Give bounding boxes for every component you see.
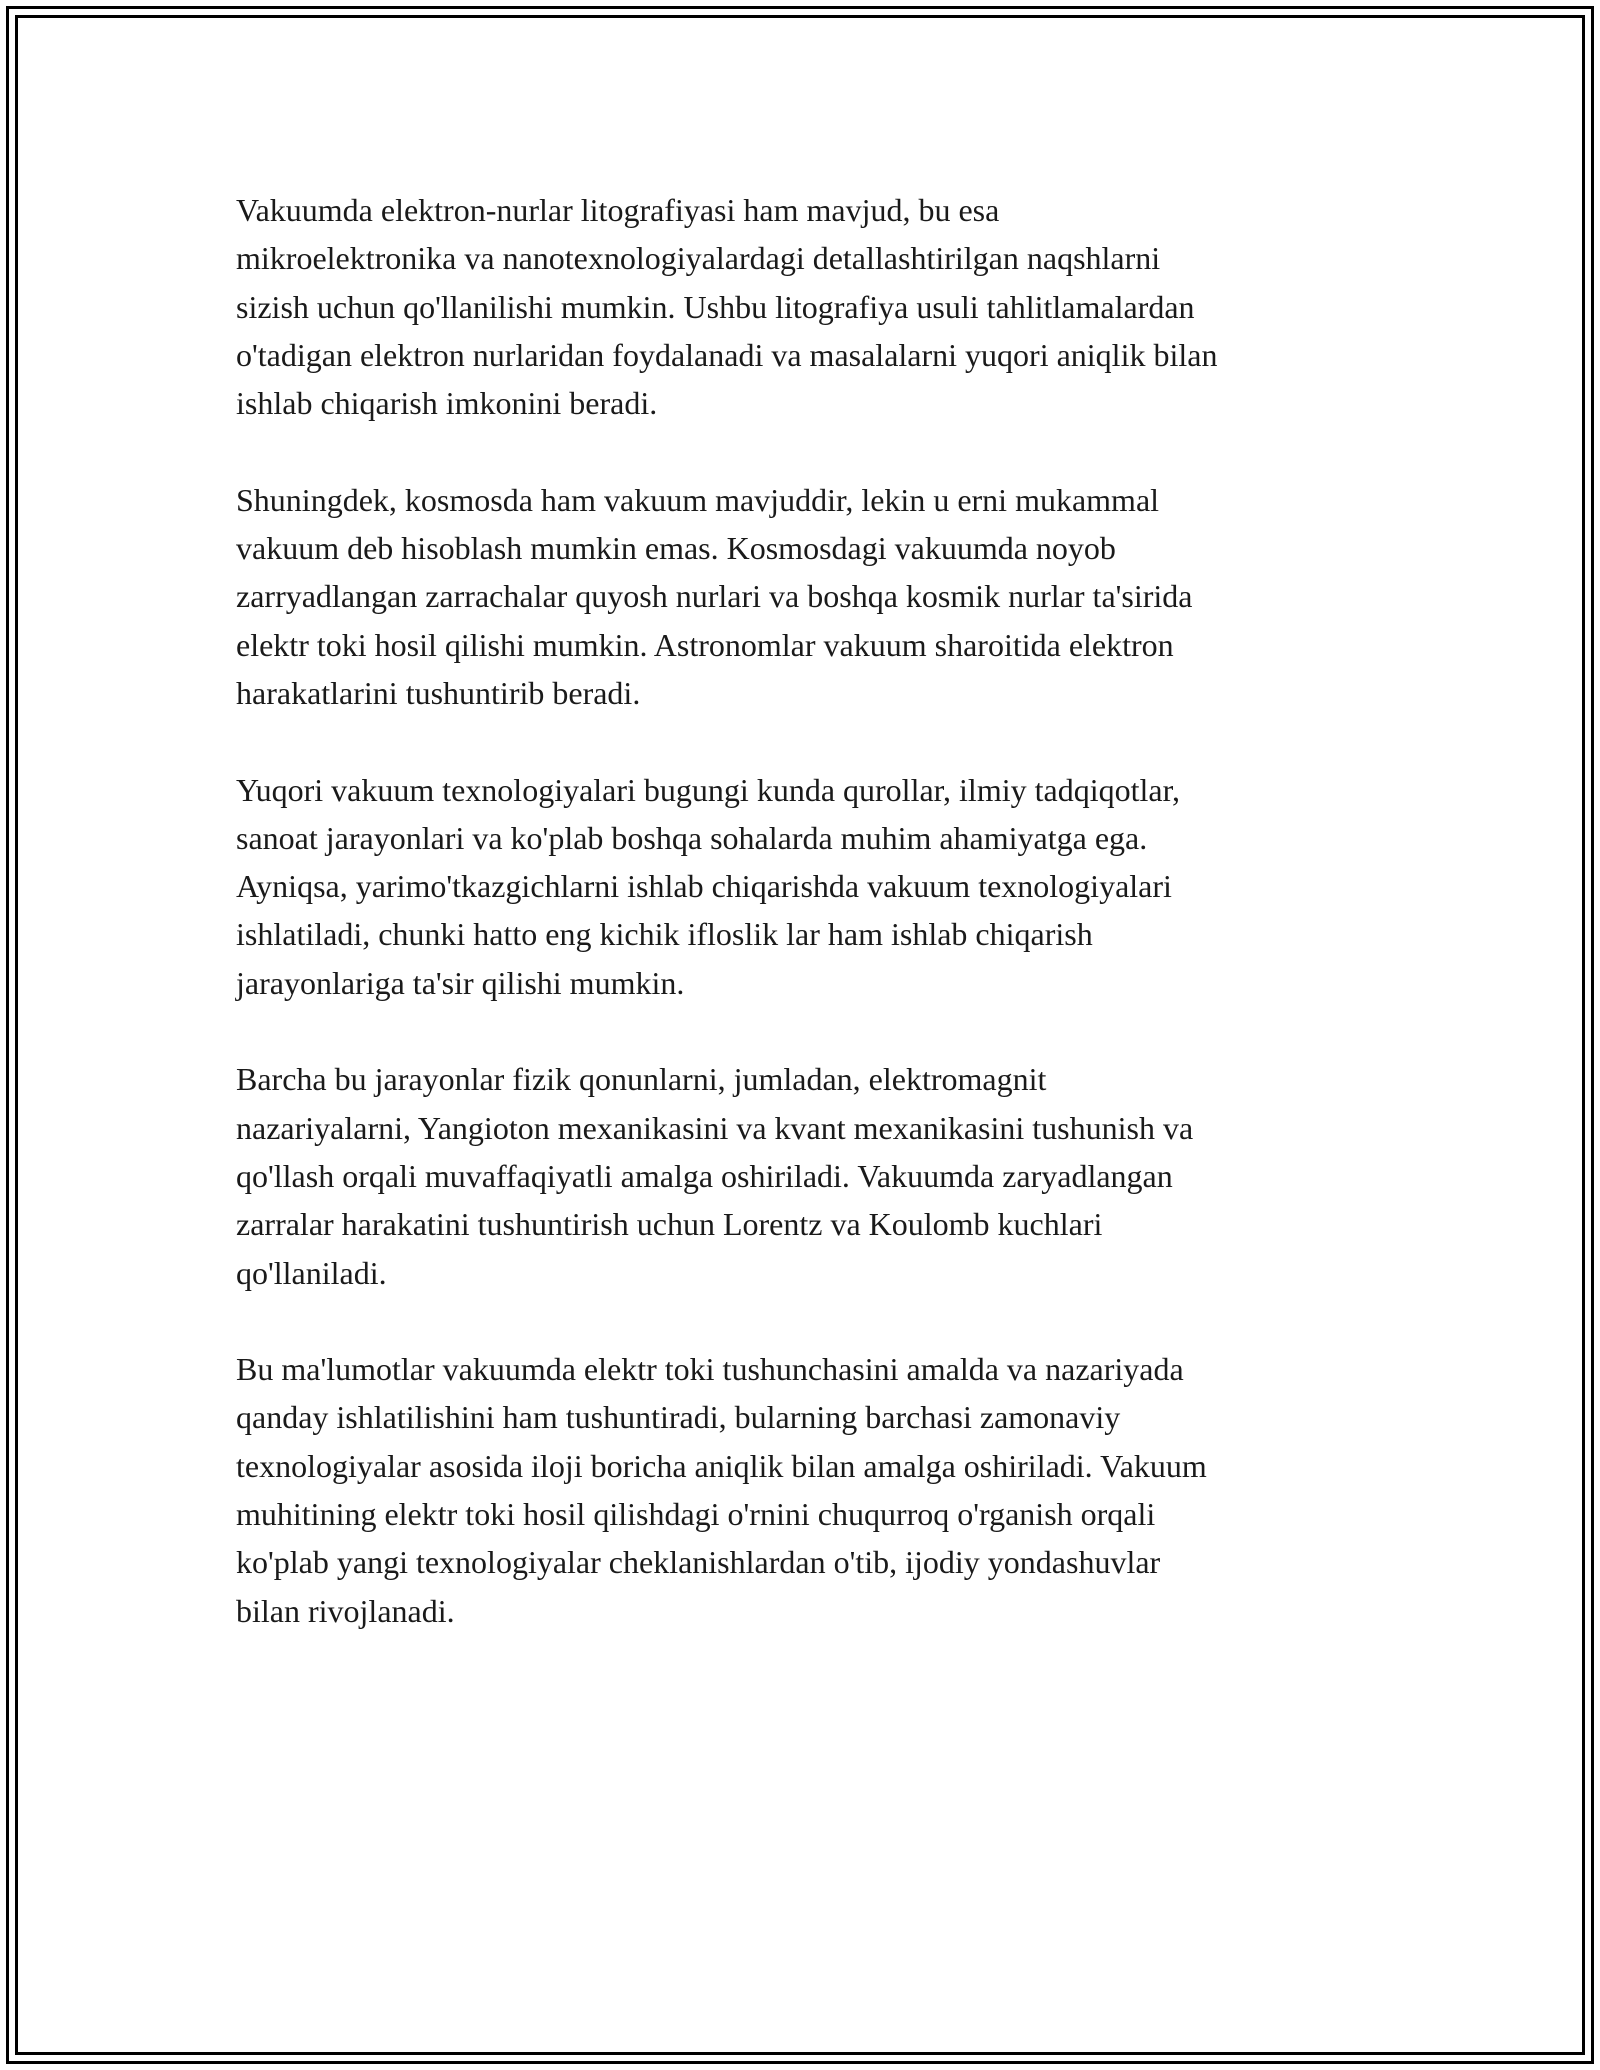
paragraph-5 xyxy=(236,1345,1386,1635)
text-line: ishlab chiqarish imkonini beradi. xyxy=(236,385,658,422)
text-line: Bu ma'lumotlar vakuumda elektr toki tushunchasini amalda va nazariyada xyxy=(236,1351,1184,1388)
text-line: bilan rivojlanadi. xyxy=(236,1592,455,1629)
text-line: qo'llash orqali muvaffaqiyatli amalga oshiriladi. Vakuumda zaryadlangan xyxy=(236,1157,1173,1194)
text-line: zarryadlangan zarrachalar quyosh nurlari va boshqa kosmik nurlar ta'sirida xyxy=(236,578,1193,615)
text-line: sizish uchun qo'llanilishi mumkin. Ushbu litografiya usuli tahlitlamalardan xyxy=(236,288,1195,325)
text-line: vakuum deb hisoblash mumkin emas. Kosmosdagi vakuumda noyob xyxy=(236,530,1116,567)
text-line: ko'plab yangi texnologiyalar cheklanishlardan o'tib, ijodiy yondashuvlar xyxy=(236,1544,1161,1581)
text-line: Ayniqsa, yarimo'tkazgichlarni ishlab chiqarishda vakuum texnologiyalari xyxy=(236,868,1172,905)
text-line: qo'llaniladi. xyxy=(236,1254,387,1291)
text-line: harakatlarini tushuntirib beradi. xyxy=(236,674,641,711)
text-line: o'tadigan elektron nurlaridan foydalanadi va masalalarni yuqori aniqlik bilan xyxy=(236,336,1218,373)
text-line: nazariyalarni, Yangioton mexanikasini va kvant mexanikasini tushunish va xyxy=(236,1109,1194,1146)
text-line: muhitining elektr toki hosil qilishdagi o'rnini chuqurroq o'rganish orqali xyxy=(236,1496,1156,1533)
paragraph-3 xyxy=(236,766,1386,1007)
paragraph-1 xyxy=(236,186,1386,427)
paragraph-4 xyxy=(236,1055,1386,1296)
text-line: texnologiyalar asosida iloji boricha aniqlik bilan amalga oshiriladi. Vakuum xyxy=(236,1447,1207,1484)
text-line: jarayonlariga ta'sir qilishi mumkin. xyxy=(236,964,685,1001)
document-body xyxy=(236,186,1386,1635)
text-line: elektr toki hosil qilishi mumkin. Astronomlar vakuum sharoitida elektron xyxy=(236,626,1174,663)
text-line: mikroelektronika va nanotexnologiyalardagi detallashtirilgan naqshlarni xyxy=(236,240,1161,277)
text-line: ishlatiladi, chunki hatto eng kichik ifloslik lar ham ishlab chiqarish xyxy=(236,916,1093,953)
text-line: Barcha bu jarayonlar fizik qonunlarni, jumladan, elektromagnit xyxy=(236,1061,1047,1098)
text-line: Vakuumda elektron-nurlar litografiyasi ham mavjud, bu esa xyxy=(236,192,1000,228)
text-line: sanoat jarayonlari va ko'plab boshqa sohalarda muhim ahamiyatga ega. xyxy=(236,819,1148,856)
paragraph-2 xyxy=(236,476,1386,717)
text-line: zarralar harakatini tushuntirish uchun Lorentz va Koulomb kuchlari xyxy=(236,1206,1103,1243)
text-line: Yuqori vakuum texnologiyalari bugungi kunda qurollar, ilmiy tadqiqotlar, xyxy=(236,771,1180,808)
text-line: qanday ishlatilishini ham tushuntiradi, bularning barchasi zamonaviy xyxy=(236,1399,1121,1436)
text-line: Shuningdek, kosmosda ham vakuum mavjuddir, lekin u erni mukammal xyxy=(236,481,1160,518)
